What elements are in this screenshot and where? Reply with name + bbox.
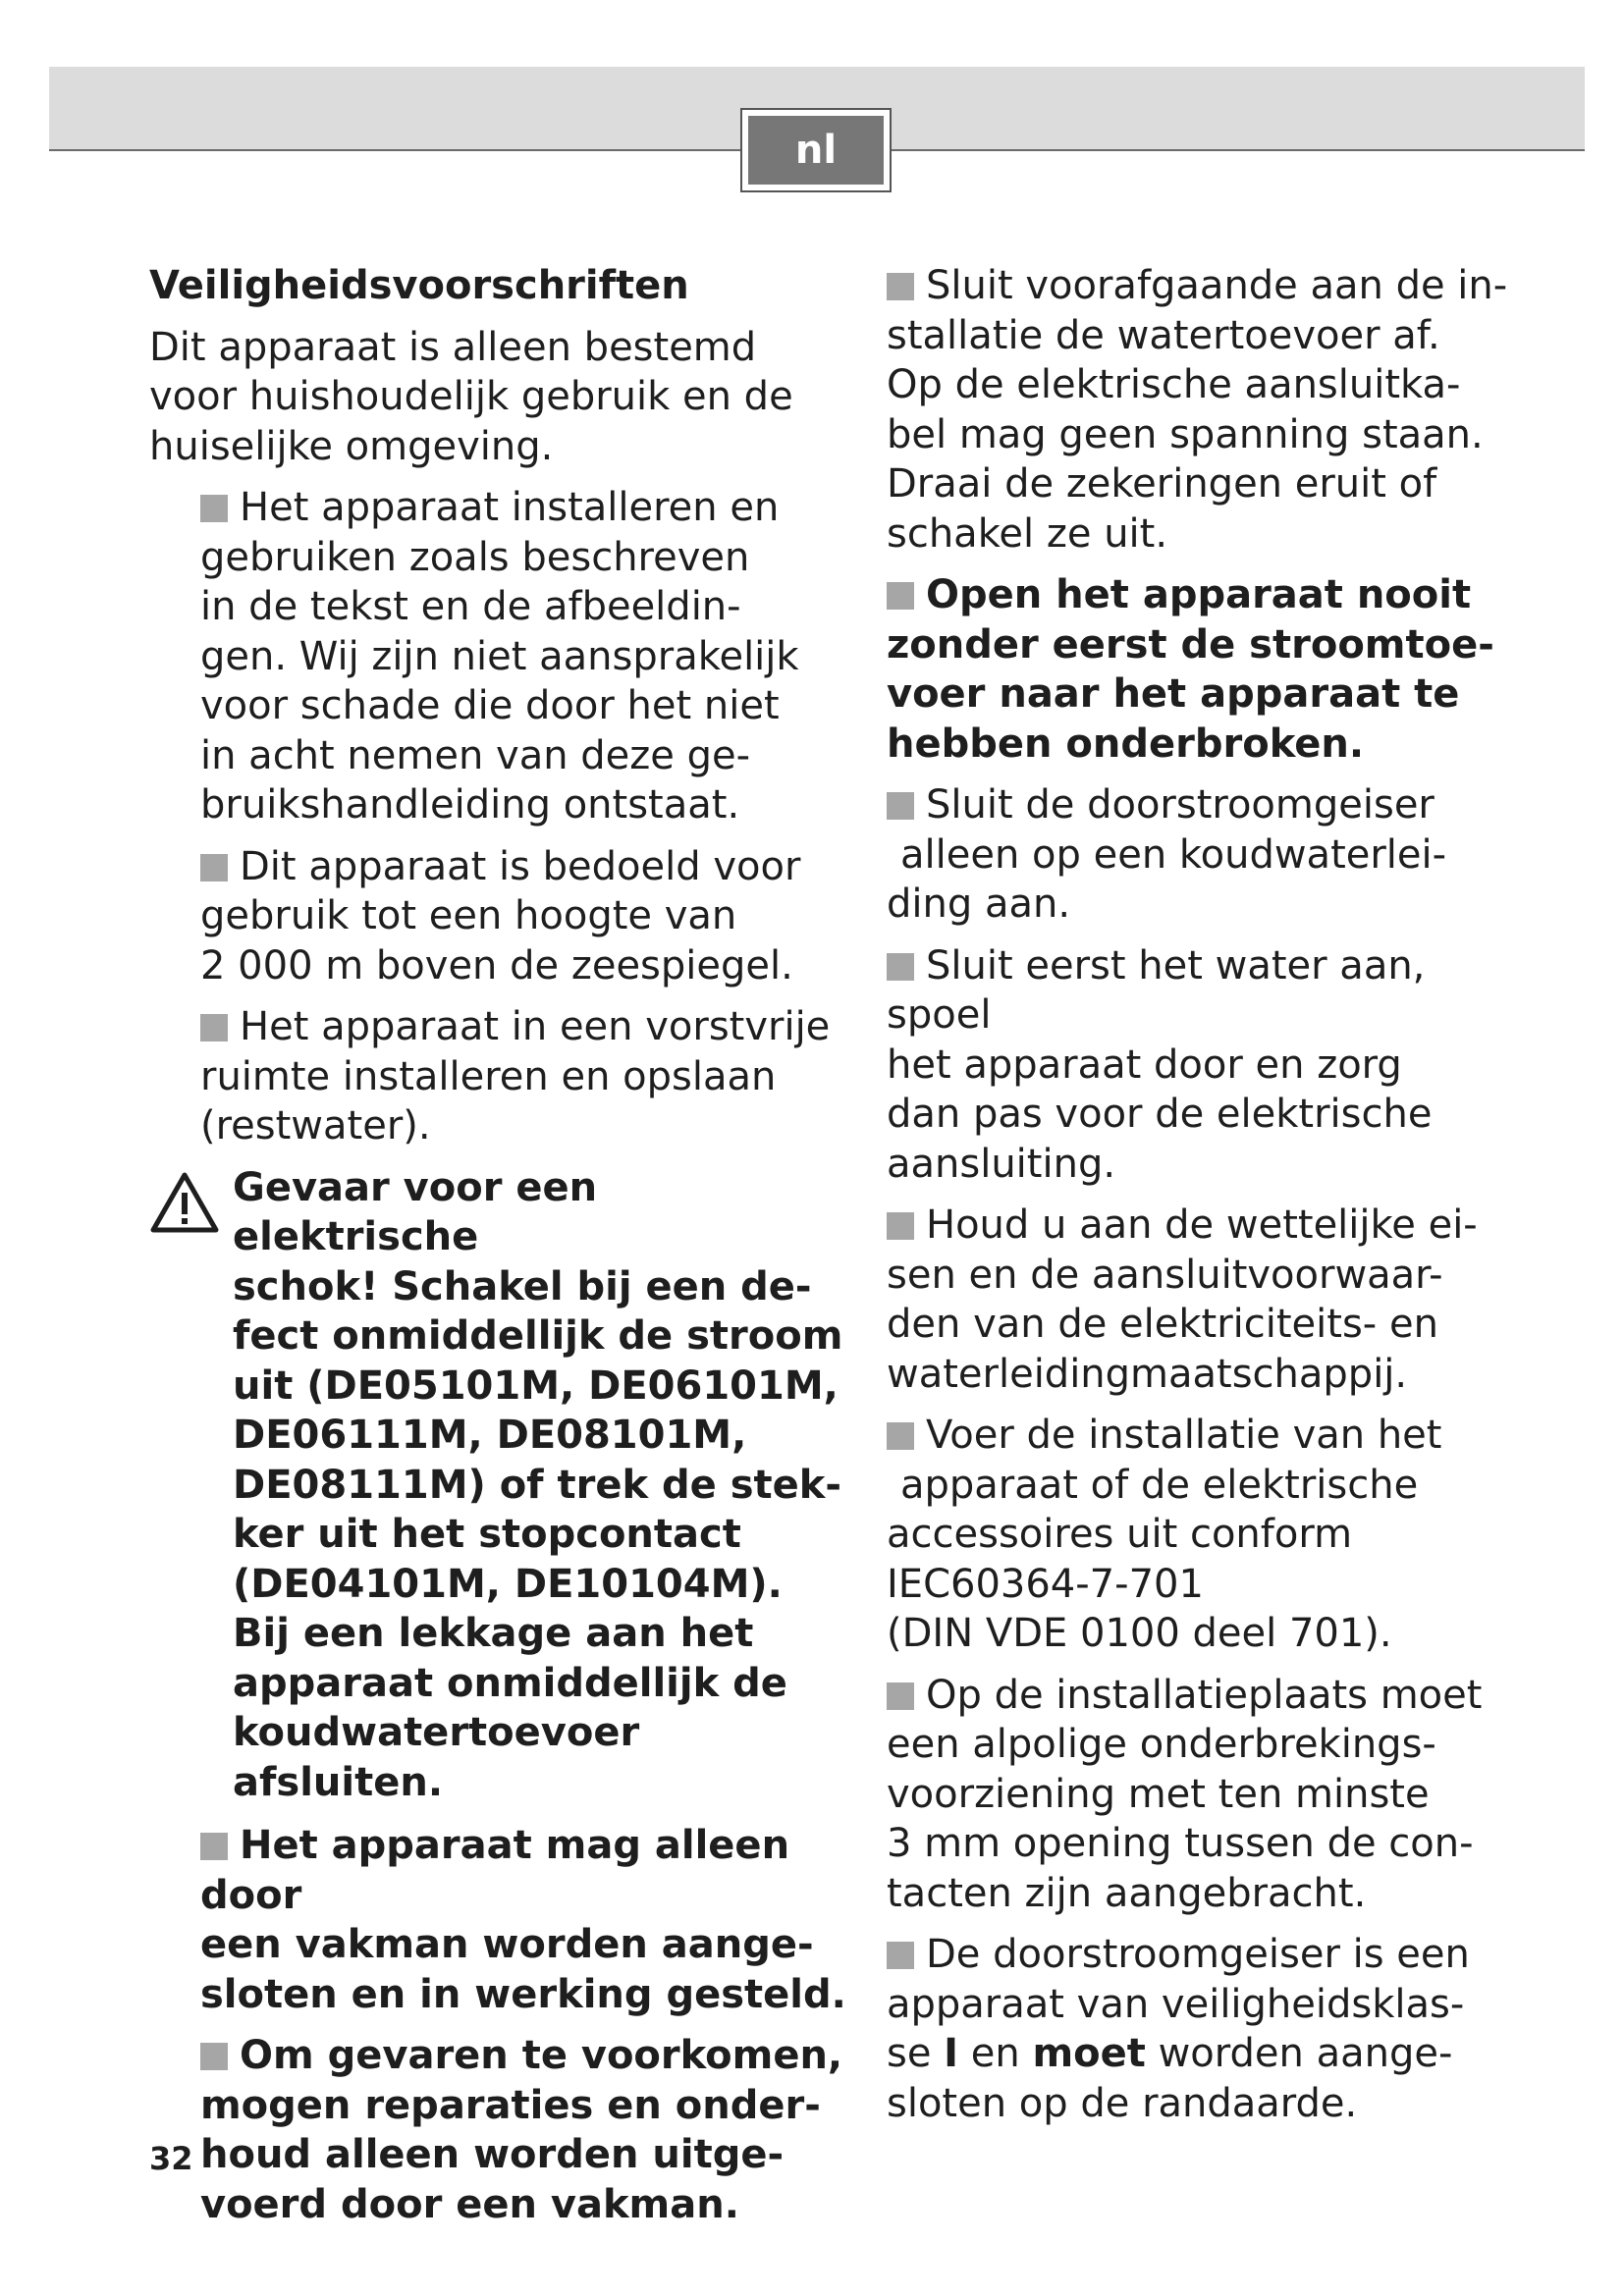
page-number: 32 xyxy=(149,2140,193,2177)
safety-item: Houd u aan de wettelijke ei- sen en de aansluitvoorwaar- den van de elektriciteits- en waterleidingmaatschappij. xyxy=(887,1202,1478,1397)
bullet-square-icon xyxy=(887,273,914,300)
bullet-square-icon xyxy=(200,2043,228,2070)
safety-item: Op de installatieplaats moet een alpolige onderbrekings- voorziening met ten minste 3 mm opening tussen de con- tacten zijn aangebracht. xyxy=(887,1672,1483,1916)
bullet-square-icon xyxy=(200,1014,228,1041)
bullet-square-icon xyxy=(887,1942,914,1969)
bullet-square-icon xyxy=(887,1212,914,1240)
safety-item: Sluit voorafgaande aan de in- stallatie de watertoevoer af. Op de elektrische aansluitka- bel mag geen spanning staan. Draai de zekeringen eruit of schakel ze uit. xyxy=(887,263,1508,557)
safety-item-bold: Open het apparaat nooit zonder eerst de stroomtoe- voer naar het apparaat te hebben onderbroken. xyxy=(887,572,1494,767)
safety-item: Het apparaat in een vorstvrije ruimte installeren en opslaan (restwater). xyxy=(200,1004,831,1148)
safety-item-bold: Om gevaren te voorkomen, mogen reparaties en onder- houd alleen worden uitge- voerd door een vakman. xyxy=(200,2033,843,2227)
right-column xyxy=(887,261,1535,2140)
bullet-square-icon xyxy=(200,1833,228,1860)
bullet-square-icon xyxy=(887,1422,914,1450)
section-heading: Veiligheidsvoorschriften xyxy=(149,263,689,308)
bullet-square-icon xyxy=(200,854,228,881)
language-tab xyxy=(740,108,892,192)
language-label: nl xyxy=(748,116,884,185)
electric-shock-warning: Gevaar voor een elektrische schok! Schakel bij een de- fect onmiddellijk de stroom uit (DE05101M, DE06101M, DE06111M, DE08101M, DE08111M) of trek de stek- ker uit het stopcontact (DE04101M, DE10104M). Bij een lekkage aan het apparaat onmiddellijk de koudwatertoevoer afsluiten. xyxy=(149,1163,856,1808)
bullet-square-icon xyxy=(887,953,914,981)
bullet-square-icon xyxy=(887,582,914,610)
warning-triangle-icon xyxy=(149,1171,220,1234)
bullet-square-icon xyxy=(200,495,228,522)
safety-item-bold: Het apparaat mag alleen door een vakman worden aange- sloten en in werking gesteld. xyxy=(200,1823,846,2017)
safety-item: Voer de installatie van het apparaat of de elektrische accessoires uit conform IEC60364-7-701 (DIN VDE 0100 deel 701). xyxy=(887,1413,1442,1656)
safety-item: Dit apparaat is bedoeld voor gebruik tot een hoogte van 2 000 m boven de zeespiegel. xyxy=(200,843,801,988)
left-column xyxy=(149,261,856,2241)
safety-item: Sluit eerst het water aan, spoel het apparaat door en zorg dan pas voor de elektrische aansluiting. xyxy=(887,942,1433,1187)
safety-item: De doorstroomgeiser is een apparaat van veiligheidsklas- se I en moet worden aange- sloten op de randaarde. xyxy=(887,1932,1470,2126)
intro-paragraph: Dit apparaat is alleen bestemd voor huishoudelijk gebruik en de huiselijke omgeving. xyxy=(149,324,793,469)
safety-item: Sluit de doorstroomgeiser alleen op een koudwaterlei- ding aan. xyxy=(887,782,1447,927)
bullet-square-icon xyxy=(887,792,914,820)
safety-item: Het apparaat installeren en gebruiken zoals beschreven in de tekst en de afbeeldin- gen. Wij zijn niet aansprakelijk voor schade die door het niet in acht nemen van deze ge- bruikshandleiding ontstaat. xyxy=(200,485,799,828)
bullet-square-icon xyxy=(887,1682,914,1710)
